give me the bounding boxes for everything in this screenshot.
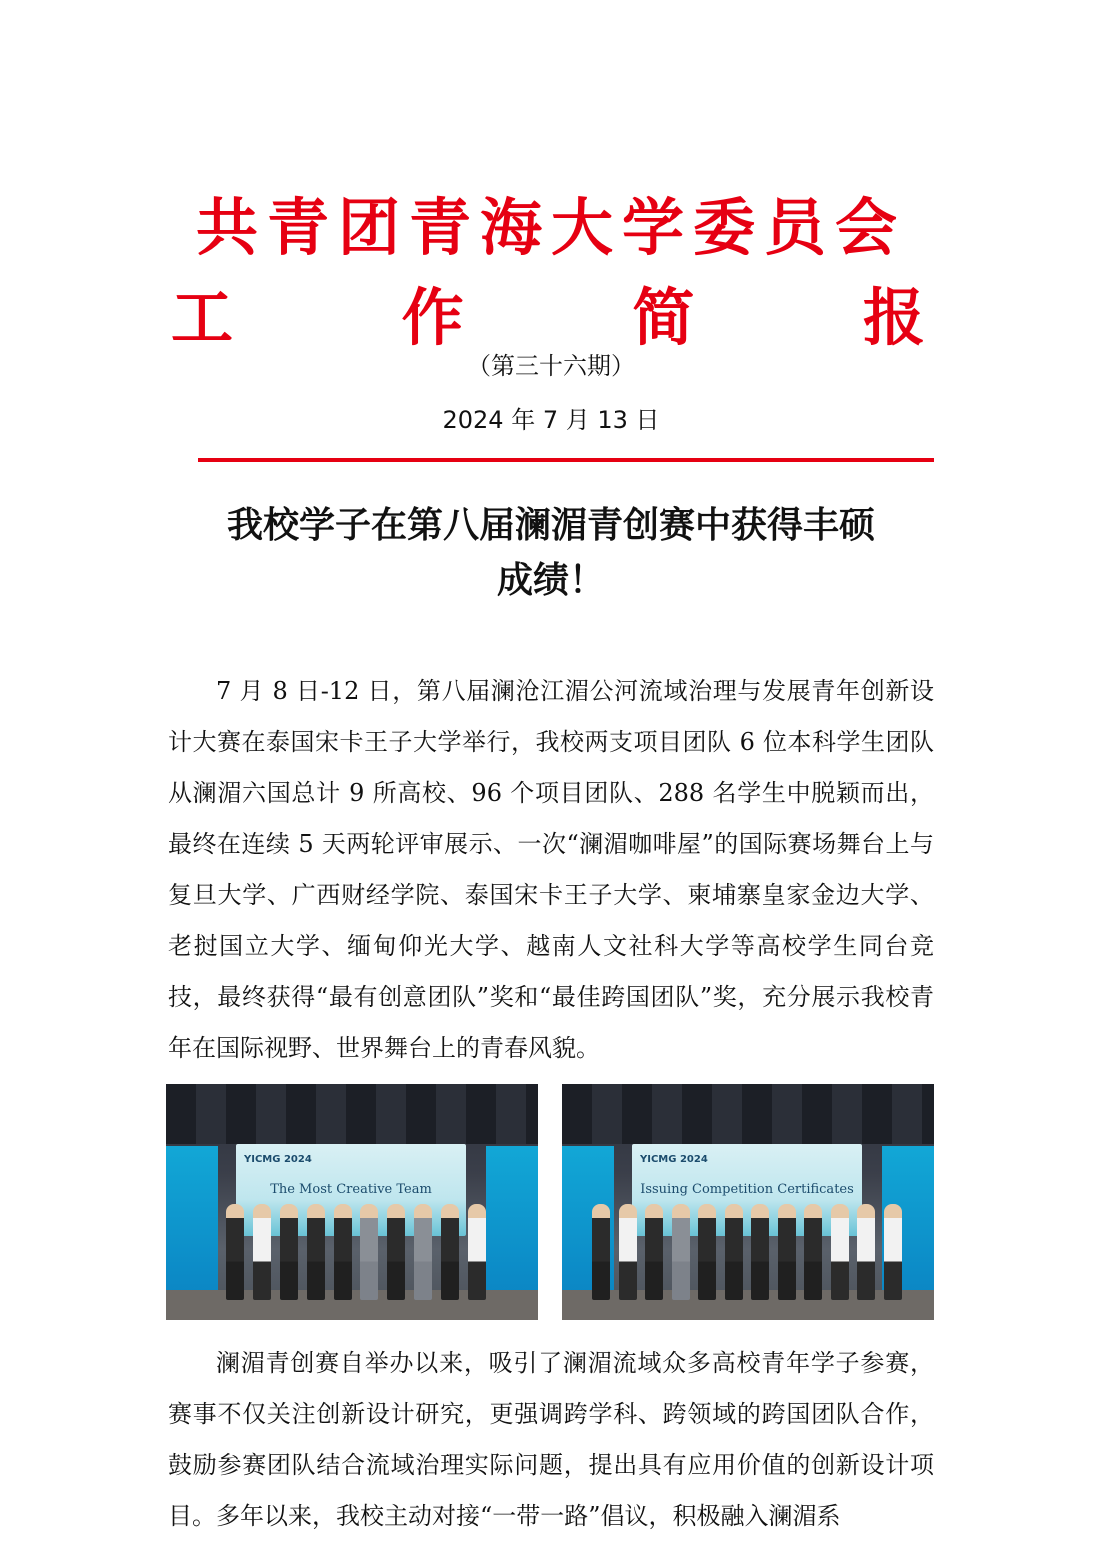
person-figure <box>592 1204 610 1300</box>
person-figure <box>307 1204 325 1300</box>
masthead-subtitle <box>0 268 1102 357</box>
screen-caption: The Most Creative Team <box>270 1182 432 1197</box>
person-figure <box>414 1204 432 1300</box>
photo-ceiling <box>166 1084 538 1144</box>
person-figure <box>387 1204 405 1300</box>
masthead-char-4: 报 <box>862 281 931 354</box>
person-figure <box>645 1204 663 1300</box>
person-figure <box>725 1204 743 1300</box>
person-figure <box>253 1204 271 1300</box>
issue-number: （第三十六期） <box>467 352 635 380</box>
headline-line-2: 成绩！ <box>496 559 605 601</box>
masthead-title: 共青团青海大学委员会 <box>195 191 906 264</box>
person-figure <box>226 1204 244 1300</box>
issue-date: 2024 年 7 月 13 日 <box>442 406 660 434</box>
photo-people <box>226 1200 486 1300</box>
person-figure <box>672 1204 690 1300</box>
person-figure <box>334 1204 352 1300</box>
article-paragraph-2: 澜湄青创赛自举办以来，吸引了澜湄流域众多高校青年学子参赛，赛事不仅关注创新设计研究，更强调跨学科、跨领域的跨国团队合作，鼓励参赛团队结合流域治理实际问题，提出具有应用价值的创新设计项目。多年以来，我校主动对接“一带一路”倡议，积极融入澜湄系 <box>168 1349 934 1530</box>
person-figure <box>751 1204 769 1300</box>
screen-caption: Issuing Competition Certificates <box>640 1182 854 1197</box>
person-figure <box>441 1204 459 1300</box>
screen-logo-text: YICMG 2024 <box>640 1154 708 1165</box>
person-figure <box>280 1204 298 1300</box>
person-figure <box>619 1204 637 1300</box>
award-photo-1 <box>166 1084 538 1320</box>
photo-ceiling <box>562 1084 934 1144</box>
person-figure <box>778 1204 796 1300</box>
photo-side-banner <box>166 1146 218 1296</box>
red-divider <box>198 458 934 462</box>
person-figure <box>831 1204 849 1300</box>
person-figure <box>360 1204 378 1300</box>
screen-logo-text: YICMG 2024 <box>244 1154 312 1165</box>
photo-side-banner <box>486 1146 538 1296</box>
award-photo-2 <box>562 1084 934 1320</box>
person-figure <box>804 1204 822 1300</box>
masthead-char-1: 工 <box>171 281 240 354</box>
person-figure <box>468 1204 486 1300</box>
article-paragraph-1: 7 月 8 日-12 日，第八届澜沧江湄公河流域治理与发展青年创新设计大赛在泰国宋卡王子大学举行，我校两支项目团队 6 位本科学生团队从澜湄六国总计 9 所高校、96 个项目团队、288 名学生中脱颖而出，最终在连续 5 天两轮评审展示、一次“澜湄咖啡屋”的国际赛场舞台上与复旦大学、广西财经学院、泰国宋卡王子大学、柬埔寨皇家金边大学、老挝国立大学、缅甸仰光大学、越南人文社科大学等高校学生同台竞技，最终获得“最有创意团队”奖和“最佳跨国团队”奖，充分展示我校青年在国际视野、世界舞台上的青春风貌。 <box>168 677 934 1062</box>
masthead-char-2: 作 <box>401 281 470 354</box>
headline-line-1: 我校学子在第八届澜湄青创赛中获得丰硕 <box>226 504 875 546</box>
photo-people <box>592 1200 902 1300</box>
person-figure <box>857 1204 875 1300</box>
masthead-char-3: 简 <box>632 281 701 354</box>
article-headline <box>168 498 934 608</box>
person-figure <box>884 1204 902 1300</box>
person-figure <box>698 1204 716 1300</box>
